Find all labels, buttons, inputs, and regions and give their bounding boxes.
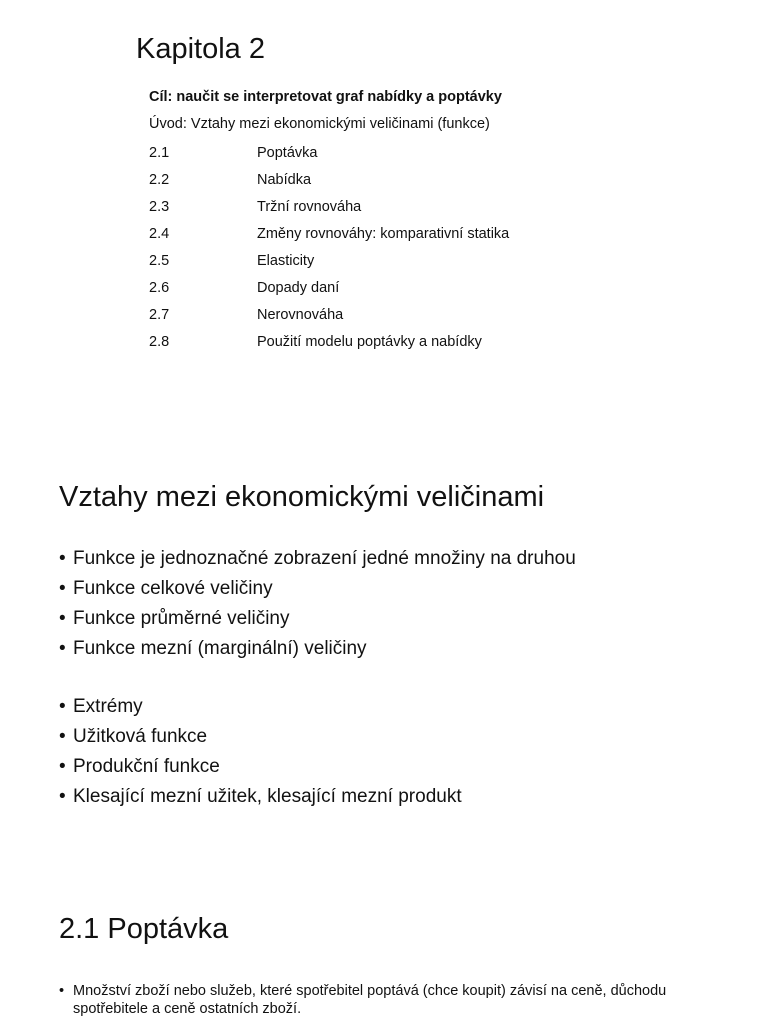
bullet-marker: • — [59, 578, 66, 599]
bullet-list-concepts — [59, 694, 462, 814]
bullet-text: Extrémy — [73, 696, 143, 717]
toc-label: Nerovnováha — [257, 307, 344, 323]
toc-item — [149, 143, 599, 170]
toc-number: 2.7 — [149, 307, 170, 323]
bullet-item — [59, 982, 713, 1018]
toc-number: 2.5 — [149, 253, 170, 269]
bullet-text: Funkce je jednoznačné zobrazení jedné množiny na druhou — [73, 548, 576, 569]
toc-number: 2.6 — [149, 280, 170, 296]
slide-title: Vztahy mezi ekonomickými veličinami — [59, 481, 545, 513]
bullet-text: Funkce průměrné veličiny — [73, 608, 290, 629]
toc-number: 2.4 — [149, 226, 170, 242]
bullet-marker: • — [59, 548, 66, 569]
bullet-text: Užitková funkce — [73, 726, 208, 747]
toc-number: 2.3 — [149, 199, 170, 215]
toc-item — [149, 251, 599, 278]
toc-item — [149, 197, 599, 224]
bullet-text: Funkce celkové veličiny — [73, 578, 273, 599]
bullet-marker: • — [59, 726, 66, 747]
bullet-marker: • — [59, 983, 65, 999]
toc-label: Elasticity — [257, 253, 315, 269]
toc-label: Tržní rovnováha — [257, 199, 362, 215]
bullet-marker: • — [59, 756, 66, 777]
slide-chapter-overview — [0, 0, 768, 400]
slide-title: 2.1 Poptávka — [59, 913, 229, 945]
bullet-item — [59, 754, 462, 784]
toc-label: Použití modelu poptávky a nabídky — [257, 334, 482, 350]
toc-label: Nabídka — [257, 172, 312, 188]
bullet-item — [59, 606, 576, 636]
toc-item — [149, 305, 599, 332]
bullet-item — [59, 576, 576, 606]
bullet-text: Klesající mezní užitek, klesající mezní produkt — [73, 786, 462, 807]
slide-economic-relations — [0, 460, 768, 840]
bullet-item — [59, 546, 576, 576]
slide-demand — [0, 895, 768, 1024]
bullet-item — [59, 724, 462, 754]
toc-number: 2.2 — [149, 172, 170, 188]
toc-label: Poptávka — [257, 145, 318, 161]
toc-item — [149, 332, 599, 359]
toc-label: Změny rovnováhy: komparativní statika — [257, 226, 510, 242]
bullet-marker: • — [59, 608, 66, 629]
bullet-item — [59, 694, 462, 724]
bullet-marker: • — [59, 696, 66, 717]
chapter-goal: Cíl: naučit se interpretovat graf nabídky a poptávky — [149, 89, 502, 105]
toc-number: 2.8 — [149, 334, 170, 350]
toc-item — [149, 278, 599, 305]
toc-item — [149, 224, 599, 251]
bullet-list-functions — [59, 546, 576, 666]
bullet-marker: • — [59, 638, 66, 659]
toc-item — [149, 170, 599, 197]
bullet-text: Funkce mezní (marginální) veličiny — [73, 638, 367, 659]
chapter-intro: Úvod: Vztahy mezi ekonomickými veličinami (funkce) — [149, 116, 490, 132]
bullet-item — [59, 784, 462, 814]
bullet-item — [59, 636, 576, 666]
toc-label: Dopady daní — [257, 280, 340, 296]
table-of-contents — [149, 143, 599, 359]
bullet-text: Produkční funkce — [73, 756, 220, 777]
toc-number: 2.1 — [149, 145, 170, 161]
bullet-marker: • — [59, 786, 66, 807]
bullet-text: Množství zboží nebo služeb, které spotřebitel poptává (chce koupit) závisí na ceně, důchodu spotřebitele a ceně ostatních zboží. — [73, 983, 667, 1017]
chapter-title: Kapitola 2 — [136, 33, 265, 65]
